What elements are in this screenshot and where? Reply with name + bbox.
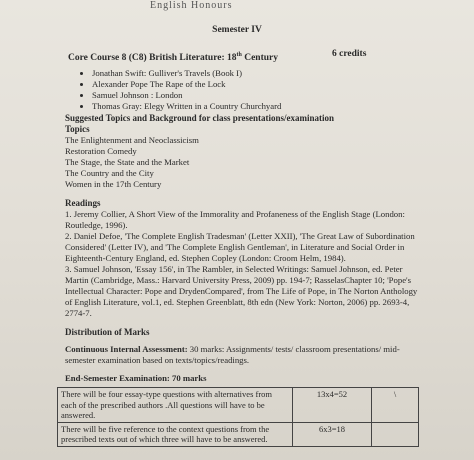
table-cell-marks: 13x4=52 [293, 388, 372, 423]
readings-section [65, 198, 425, 319]
reading-item: 2. Daniel Defoe, 'The Complete English Tradesman' (Letter XXII), 'The Great Law of Subordination Considered' (Letter IV), and 'The Complete English Gentleman', in Literature and Social Order in Eighteenth-Century England, ed. Stephen Copley (London: Croom Helm, 1984). [65, 231, 415, 263]
list-item: The Stage, the State and the Market [65, 157, 190, 167]
table-cell-description: There will be four essay-type questions with alternatives from each of the prescribed authors .All questions will have to be answered. [58, 388, 293, 423]
list-item: • Jonathan Swift: Gulliver's Travels (Book I) [92, 68, 281, 79]
course-title [68, 52, 278, 63]
suggested-topics-heading: Suggested Topics and Background for class presentations/examination [65, 113, 335, 123]
list-item: Women in the 17th Century [65, 179, 162, 189]
marks-table [57, 387, 419, 447]
continuous-label: Continuous Internal Assessment: [65, 344, 188, 354]
reading-item: 1. Jeremy Collier, A Short View of the Immorality and Profaneness of the English Stage (London: Routledge, 1996). [65, 209, 405, 230]
distribution-section [65, 327, 425, 384]
distribution-heading: Distribution of Marks [65, 327, 150, 337]
topics-section [65, 113, 334, 190]
table-cell-tick: \ [372, 388, 419, 423]
semester-title: Semester IV [212, 25, 262, 35]
list-item: • Samuel Johnson : London [92, 90, 281, 101]
continuous-text: 30 marks: Assignments/ tests/ classroom presentations/ mid-semester examination based on texts/topics/readings. [65, 344, 400, 365]
list-item: The Country and the City [65, 168, 154, 178]
list-item: The Enlightenment and Neoclassicism [65, 135, 199, 145]
course-credits: 6 credits [332, 49, 367, 59]
readings-heading: Readings [65, 198, 101, 208]
topics-heading: Topics [65, 124, 90, 134]
course-title-sup: th [236, 52, 242, 58]
prescribed-texts-list [80, 68, 281, 112]
reading-item: 3. Samuel Johnson, 'Essay 156', in The Rambler, in Selected Writings: Samuel Johnson, ed. Peter Martin (Cambridge, Mass.: Harvard University Press, 2009) pp. 194-7; RasselasChapter 10; 'Pope's Intellectual Character: Pope and DrydenCompared', from The Life of Pope, in The Norton Anthology of English Literature, vol.1, ed. Stephen Greenblatt, 8th edn (New York: Norton, 2006) pp. 2693-4, 2774-7. [65, 264, 418, 318]
continuous-assessment [65, 344, 425, 366]
list-item: Restoration Comedy [65, 146, 137, 156]
list-item: • Alexander Pope The Rape of the Lock [92, 79, 281, 90]
header-fragment: English Honours [150, 0, 233, 11]
table-cell-marks: 6x3=18 [293, 422, 372, 446]
table-cell-description: There will be five reference to the context questions from the prescribed texts out of which three will have to be answered. [58, 422, 293, 446]
topics-list [65, 135, 334, 190]
course-title-prefix: Core Course 8 (C8) British Literature: 18 [68, 53, 237, 64]
table-row [58, 422, 419, 446]
table-row [58, 388, 419, 423]
list-item: • Thomas Gray: Elegy Written in a Country Churchyard [92, 101, 281, 112]
course-title-suffix: Century [241, 53, 279, 64]
table-cell-tick [372, 422, 419, 446]
end-semester-label: End-Semester Examination: 70 marks [65, 373, 207, 383]
